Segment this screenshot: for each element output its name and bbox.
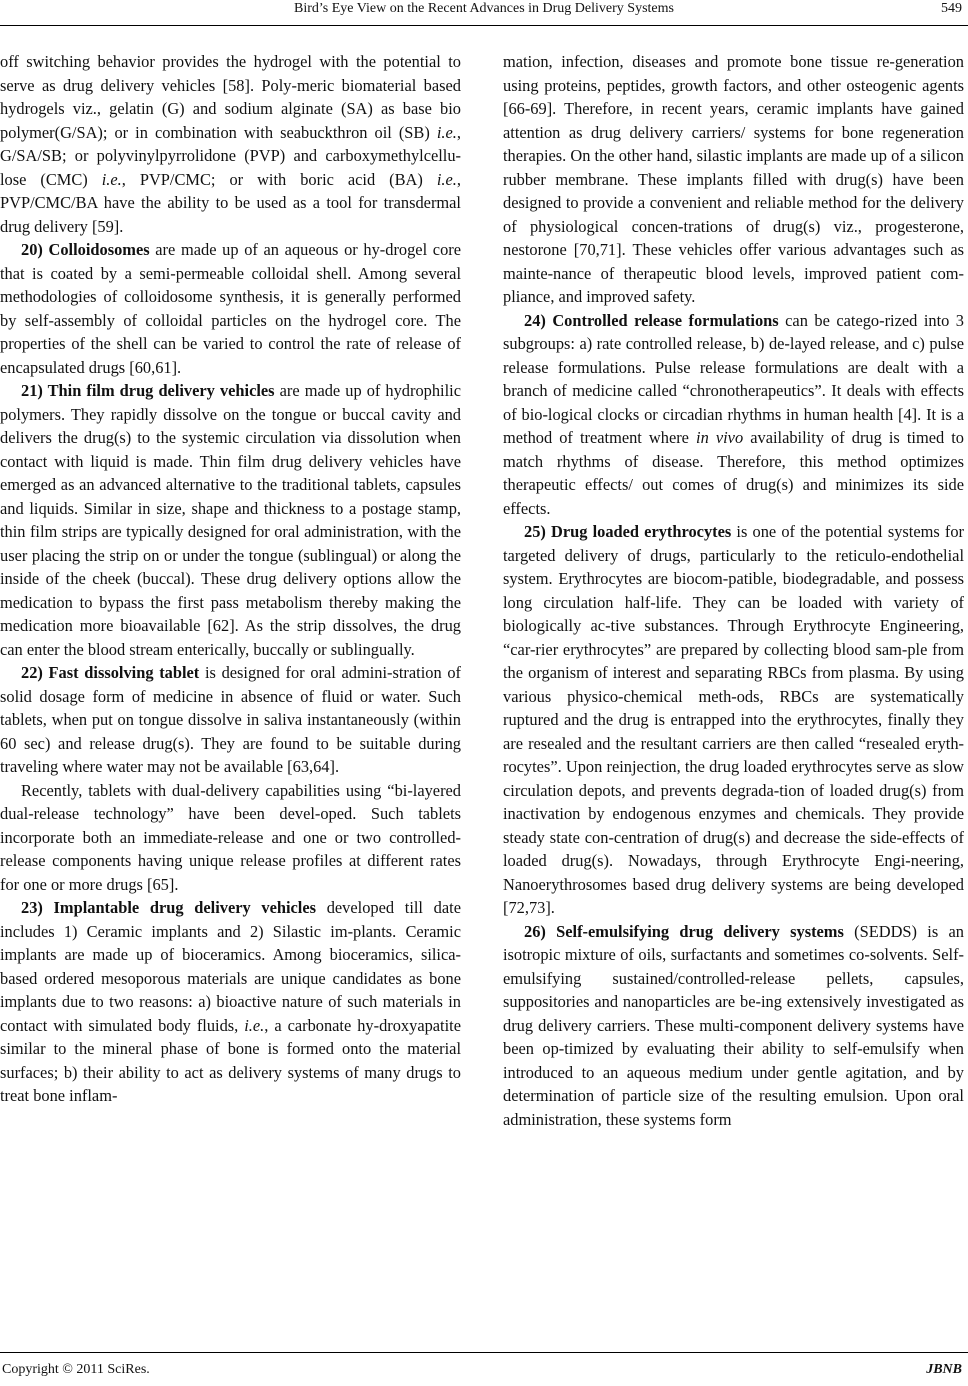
section-heading: 26) Self-emulsifying drug delivery systems — [524, 921, 844, 941]
body-paragraph — [503, 920, 964, 1132]
paragraph-text: are made up of hydrophilic polymers. They rapidly dissolve on the tongue or buccal cavity and delivers the drug(s) to the systemic circulation via dissolution when contact with liquid is made. Thin film drug delivery vehicles have emerged as an advanced alternative to the traditional tablets, capsules and liquids. Similar in size, shape and thickness to a postage stamp, thin film strips are typically designed for oral administration, with the user placing the strip on or under the tongue (sublingual) or along the inside of the cheek (buccal). These drug delivery options allow the medication to bypass the first pass metabolism thereby making the medication more bioavailable [62]. As the strip dissolves, the drug can enter the blood stream enterically, buccally or sublingually. — [0, 381, 461, 659]
italic-text: i.e. — [244, 1015, 265, 1035]
italic-text: i.e. — [101, 169, 122, 189]
paragraph-text: , G/SA/SB; or polyvinylpyrrolidone (PVP) and carboxymethylcellu-lose (CMC) — [0, 122, 461, 189]
section-heading: 21) Thin film drug delivery vehicles — [21, 381, 275, 400]
header-rule — [0, 25, 968, 26]
page-footer — [0, 1362, 968, 1384]
journal-abbreviation: JBNB — [926, 1362, 962, 1377]
footer-rule — [0, 1352, 968, 1353]
copyright-notice: Copyright © 2011 SciRes. — [2, 1362, 150, 1377]
body-paragraph — [0, 779, 461, 897]
running-header — [0, 0, 968, 24]
body-paragraph — [0, 379, 461, 661]
paragraph-text: availability of drug is timed to match rhythms of disease. Therefore, this method optimizes therapeutic effects/ out comes of drug(s) and minimizes its side effects. — [503, 428, 965, 518]
body-paragraph — [0, 50, 461, 238]
italic-text: i.e. — [436, 169, 457, 189]
body-paragraph — [0, 896, 461, 1108]
paragraph-text: , PVP/CMC/BA have the ability to be used as a tool for transdermal drug delivery [59]. — [0, 169, 461, 236]
body-paragraph — [503, 309, 964, 521]
section-heading: 20) Colloidosomes — [21, 240, 150, 259]
paragraph-text: is designed for oral admini-stration of solid dosage form of medicine in absence of fluid or water. Such tablets, when put on tongue dissolve in saliva instantaneously (within 60 sec) and release drug(s). They are found to be suitable during traveling where water may not be available [63,64]. — [0, 663, 461, 776]
paragraph-text: , PVP/CMC; or with boric acid (BA) — [121, 169, 437, 189]
body-paragraph — [503, 520, 964, 920]
page-number: 549 — [941, 1, 962, 16]
paragraph-text: developed till date includes 1) Ceramic implants and 2) Silastic im-plants. Ceramic implants are made up of bioceramics. Among bioceramics, silica-based ordered mesoporous materials are unique candidates as bone implants due to two reasons: a) bioactive nature of such materials in contact with simulated body fluids, — [0, 898, 461, 1035]
body-paragraph — [0, 661, 461, 779]
paragraph-text: off switching behavior provides the hydrogel with the potential to serve as drug delivery vehicles [58]. Poly-meric biomaterial based hydrogels viz., gelatin (G) and sodium alginate (SA) as base bio polymer(G/SA); or in combination with seabuckthron oil (SB) — [0, 52, 461, 142]
body-paragraph — [503, 50, 964, 309]
left-column — [0, 50, 461, 1108]
paragraph-text: can be catego-rized into 3 subgroups: a) rate controlled release, b) de-layed release, and c) pulse release formulations. Pulse release formulations are dealt with a branch of medicine called “chronotherapeutics”. It deals with effects of bio-logical clocks or circadian rhythms in human health [4]. It is a method of treatment where — [503, 310, 964, 447]
paragraph-text: (SEDDS) is an isotropic mixture of oils, surfactants and sometimes co-solvents. Self-emulsifying sustained/controlled-release pellets, capsules, suppositories and nanoparticles are be-ing extensively investigated as drug delivery carriers. These multi-component delivery systems have been op-timized by evaluating their ability to self-emulsify when introduced to an aqueous medium under gentle agitation, and by determination of particle size of the resulting emulsion. Upon oral administration, these systems form — [503, 921, 964, 1129]
paragraph-text: are made up of an aqueous or hy-drogel core that is coated by a semi-permeable colloidal shell. Among several methodologies of colloidosome synthesis, it is generally performed by self-assembly of colloidal particles on the hydrogel core. The properties of the shell can be varied to control the rate of release of encapsulated drugs [60,61]. — [0, 240, 461, 377]
right-column — [503, 50, 964, 1131]
section-heading: 23) Implantable drug delivery vehicles — [21, 898, 317, 917]
paragraph-text: mation, infection, diseases and promote bone tissue re-generation using proteins, peptides, growth factors, and other osteogenic agents [66-69]. Therefore, in recent years, ceramic implants have gained attention as drug delivery carriers/ systems for bone regeneration therapies. On the other hand, silastic implants are made up of a silicon rubber membrane. These implants filled with drug(s) have been designed to provide a convenient and reliable method for the delivery of physiological concen-trations of drug(s) viz., progesterone, nestorone [70,71]. These vehicles offer various advantages such as mainte-nance of therapeutic blood levels, improved patient com-pliance, and improved safety. — [503, 52, 964, 306]
paragraph-text: is one of the potential systems for targeted delivery of drugs, particularly to the reticulo-endothelial system. Erythrocytes are biocom-patible, biodegradable, and possess long circulation half-life. They can be loaded with variety of biologically ac-tive substances. Through Erythrocyte Engineering, “car-rier erythrocytes” are prepared by collecting blood sam-ple from the organism of interest and separating RBCs from plasma. By using various physico-chemical meth-ods, RBCs are systematically ruptured and the drug is entrapped into the erythrocytes, finally they are resealed and the resultant carriers are then called “resealed eryth-rocytes”. Upon reinjection, the drug loaded erythrocytes serve as slow circulation depots, and prevents degrada-tion of loaded drug(s) from inactivation by endogenous enzymes and chemicals. They provide steady state con-centration of drug(s) and decrease the side-effects of loaded drug(s). Nowadays, through Erythrocyte Engi-neering, Nanoerythrosomes based drug delivery systems are being developed [72,73]. — [503, 522, 964, 917]
body-paragraph — [0, 238, 461, 379]
italic-text: i.e. — [436, 122, 457, 142]
paragraph-text: , a carbonate hy-droxyapatite similar to the mineral phase of bone is formed onto the material surfaces; b) their ability to act as delivery systems of many drugs to treat bone inflam- — [0, 1015, 461, 1105]
section-heading: 25) Drug loaded erythrocytes — [524, 522, 732, 541]
section-heading: 22) Fast dissolving tablet — [21, 663, 200, 682]
section-heading: 24) Controlled release formulations — [524, 310, 779, 330]
italic-text: in vivo — [696, 428, 744, 447]
running-title: Bird’s Eye View on the Recent Advances in Drug Delivery Systems — [294, 1, 674, 16]
paragraph-text: Recently, tablets with dual-delivery capabilities using “bi-layered dual-release technology” have been devel-oped. Such tablets incorporate both an immediate-release and one or two controlled-release components having unique release profiles at different rates for one or more drugs [65]. — [0, 780, 461, 894]
